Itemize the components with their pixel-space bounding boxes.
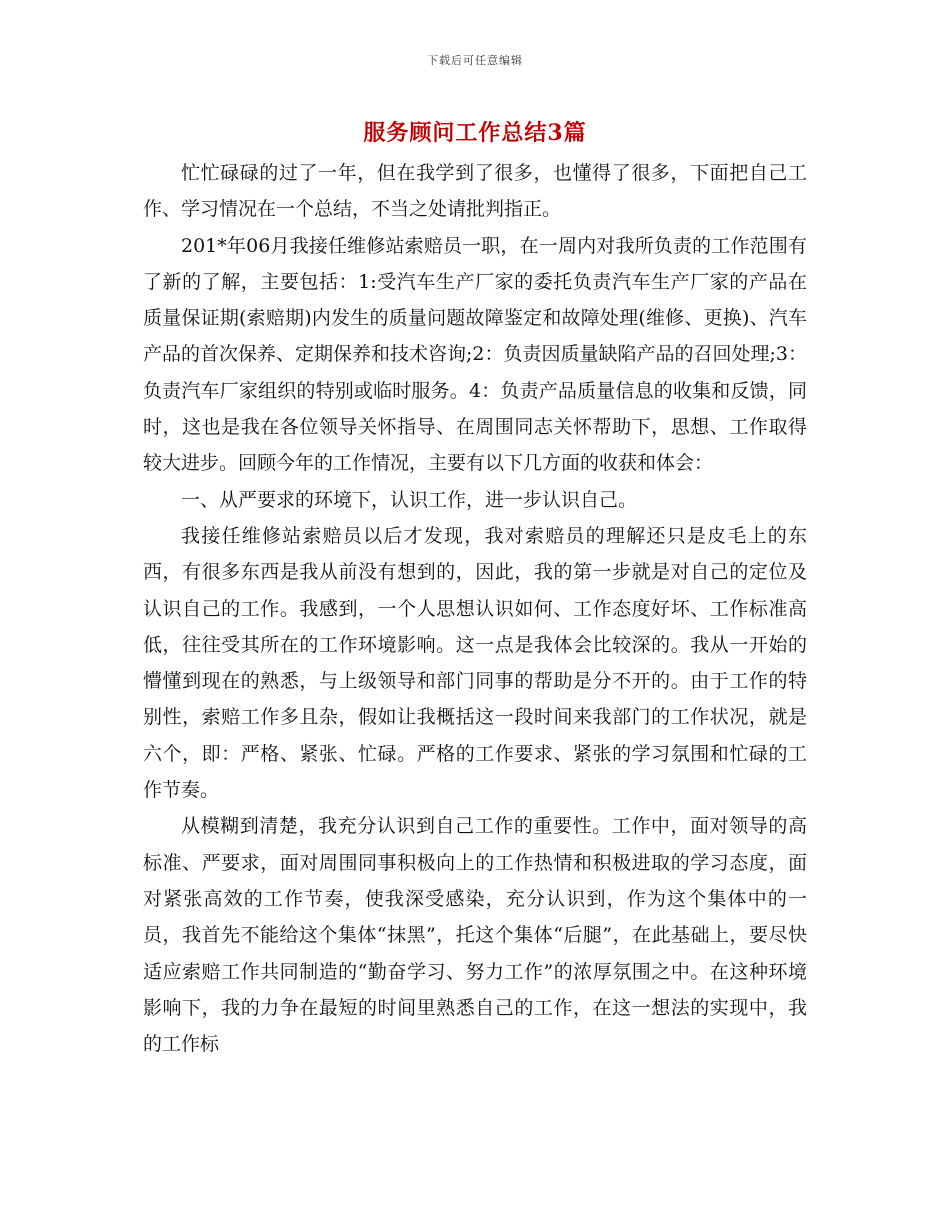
paragraph-environment: 我接任维修站索赔员以后才发现，我对索赔员的理解还只是皮毛上的东西，有很多东西是我从前没有想到的，因此，我的第一步就是对自己的定位及认识自己的工作。我感到，一个人思想认识如何、工作态度好坏、工作标准高低，往往受其所在的工作环境影响。这一点是我体会比较深的。我从一开始的懵懂到现在的熟悉，与上级领导和部门同事的帮助是分不开的。由于工作的特别性，索赔工作多且杂，假如让我概括这一段时间来我部门的工作状况，就是六个，即：严格、紧张、忙碌。严格的工作要求、紧张的学习氛围和忙碌的工作节奏。 [143, 524, 807, 802]
paragraph-responsibilities: 201*年06月我接任维修站索赔员一职，在一周内对我所负责的工作范围有了新的了解，主要包括：1:受汽车生产厂家的委托负责汽车生产厂家的产品在质量保证期(索赔期)内发生的质量问题故障鉴定和故障处理(维修、更换)、汽车产品的首次保养、定期保养和技术咨询;2：负责因质量缺陷产品的召回处理;3：负责汽车厂家组织的特别或临时服务。4：负责产品质量信息的收集和反馈，同时，这也是我在各位领导关怀指导、在周围同志关怀帮助下，思想、工作取得较大进步。回顾今年的工作情况，主要有以下几方面的收获和体会： [143, 234, 807, 475]
document-body [143, 155, 807, 1062]
paragraph-importance: 从模糊到清楚，我充分认识到自己工作的重要性。工作中，面对领导的高标准、严要求，面对周围同事积极向上的工作热情和积极进取的学习态度，面对紧张高效的工作节奏，使我深受感染，充分认识到，作为这个集体中的一员，我首先不能给这个集体“抹黑”，托这个集体“后腿”，在此基础上，要尽快适应索赔工作共同制造的“勤奋学习、努力工作”的浓厚氛围之中。在这种环境影响下，我的力争在最短的时间里熟悉自己的工作，在这一想法的实现中，我的工作标 [143, 815, 807, 1056]
section-heading-1: 一、从严要求的环境下，认识工作，进一步认识自己。 [181, 488, 638, 511]
paragraph-intro: 忙忙碌碌的过了一年，但在我学到了很多，也懂得了很多，下面把自己工作、学习情况在一个总结，不当之处请批判指正。 [143, 162, 807, 221]
header-note: 下载后可任意编辑 [427, 54, 523, 67]
document-title: 服务顾问工作总结3篇 [363, 120, 587, 146]
